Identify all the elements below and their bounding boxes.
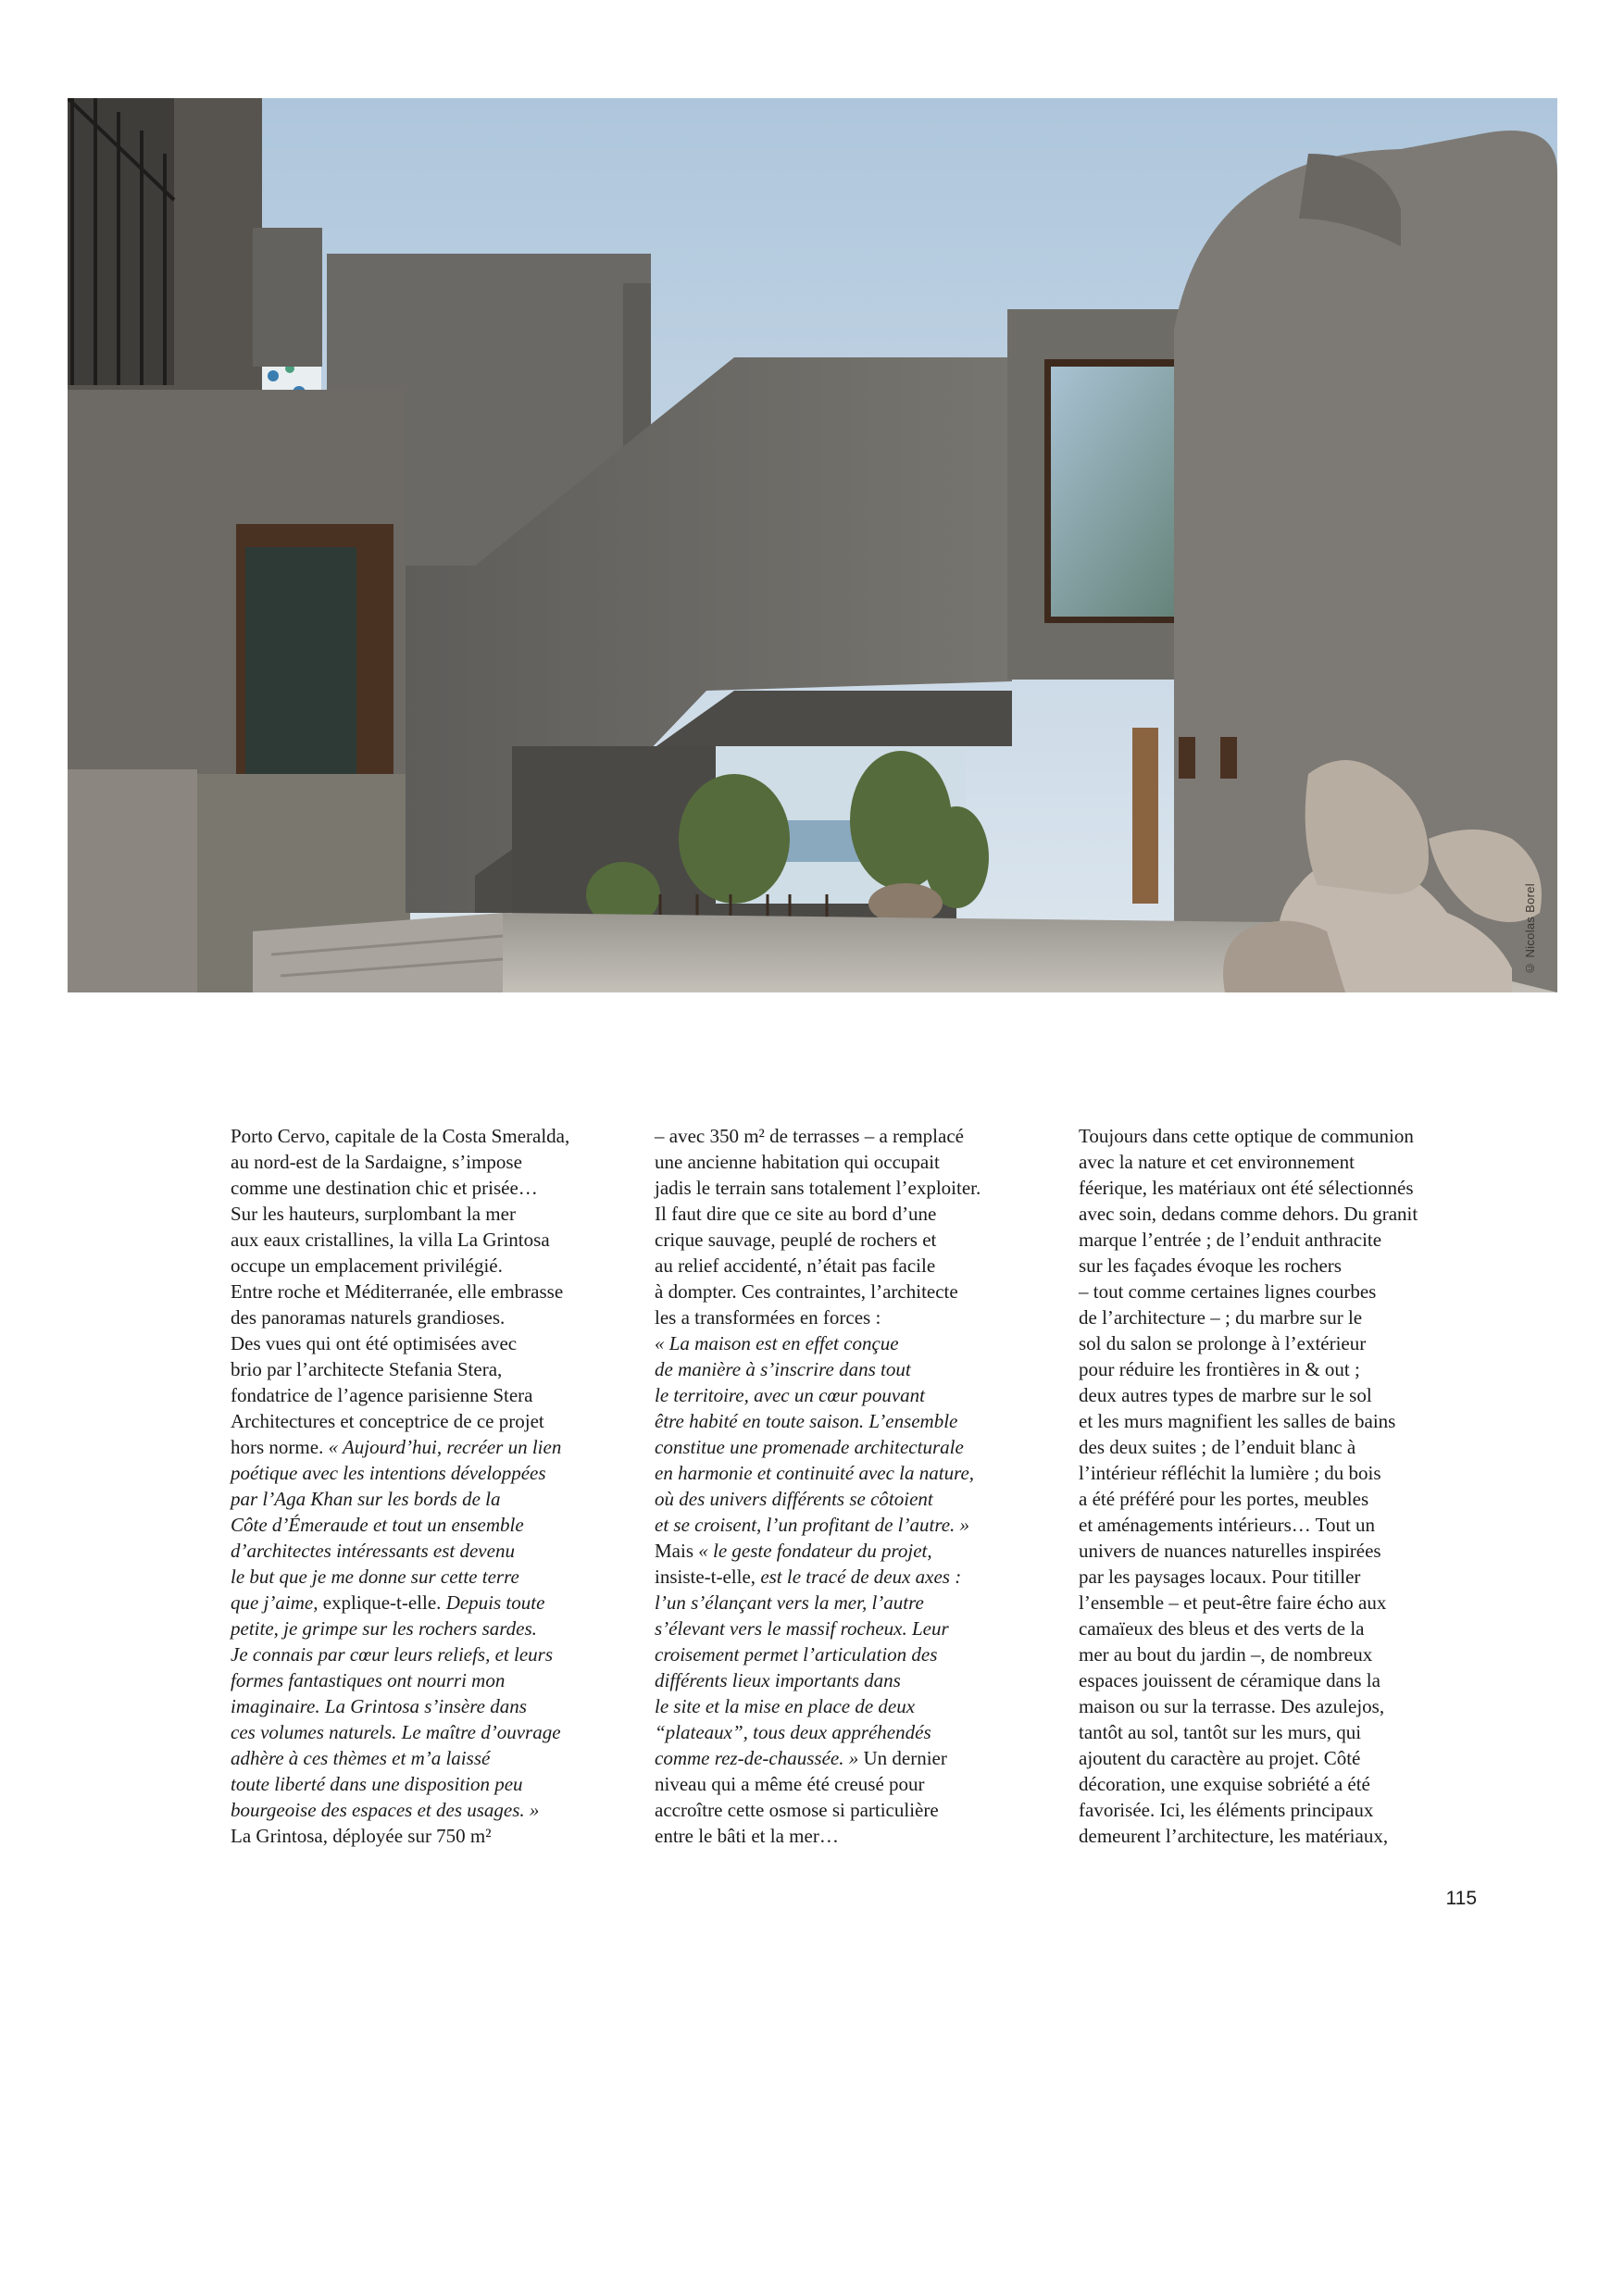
text-run: crique sauvage, peuplé de rochers et [655, 1229, 937, 1251]
text-line [655, 1823, 1043, 1849]
text-run: des deux suites ; de l’enduit blanc à [1079, 1436, 1356, 1458]
text-run: aux eaux cristallines, la villa La Grintosa [231, 1229, 550, 1251]
text-run: petite, je grimpe sur les rochers sardes. [231, 1617, 537, 1640]
text-line [655, 1460, 1043, 1486]
text-run: ces volumes naturels. Le maître d’ouvrage [231, 1721, 561, 1743]
text-line [231, 1667, 619, 1693]
text-run: à dompter. Ces contraintes, l’architecte [655, 1280, 958, 1303]
text-line [1079, 1590, 1468, 1616]
text-run: des panoramas naturels grandioses. [231, 1306, 506, 1329]
text-run: avec soin, dedans comme dehors. Du granit [1079, 1203, 1418, 1225]
text-line [655, 1408, 1043, 1434]
text-line [655, 1616, 1043, 1641]
article-column-1 [231, 1123, 619, 1849]
text-line [655, 1304, 1043, 1330]
text-line [1079, 1253, 1468, 1279]
text-run: pour réduire les frontières in & out ; [1079, 1358, 1360, 1380]
text-line [1079, 1797, 1468, 1823]
text-run: Toujours dans cette optique de communion [1079, 1125, 1414, 1147]
text-run: jadis le terrain sans totalement l’exploiter. [655, 1177, 981, 1199]
article-column-3 [1079, 1123, 1468, 1849]
text-run: explique-t-elle. [318, 1591, 446, 1614]
text-run: avec la nature et cet environnement [1079, 1151, 1355, 1173]
text-line [1079, 1356, 1468, 1382]
text-line [1079, 1616, 1468, 1641]
text-line [655, 1356, 1043, 1382]
text-line [1079, 1719, 1468, 1745]
text-line [655, 1175, 1043, 1201]
text-run: et aménagements intérieurs… Tout un [1079, 1514, 1376, 1536]
text-line [1079, 1201, 1468, 1227]
text-line [1079, 1538, 1468, 1564]
text-run: adhère à ces thèmes et m’a laissé [231, 1747, 491, 1769]
text-run: Depuis toute [445, 1591, 545, 1614]
text-run: ajoutent du caractère au projet. Côté [1079, 1747, 1361, 1769]
text-line [1079, 1486, 1468, 1512]
text-run: « le geste fondateur du projet, [698, 1540, 932, 1562]
text-run: accroître cette osmose si particulière [655, 1799, 939, 1821]
text-run: de manière à s’inscrire dans tout [655, 1358, 911, 1380]
text-run: Porto Cervo, capitale de la Costa Smeralda, [231, 1125, 570, 1147]
text-run: hors norme. [231, 1436, 329, 1458]
text-run: Architectures et conceptrice de ce projet [231, 1410, 544, 1432]
text-run: sur les façades évoque les rochers [1079, 1254, 1342, 1277]
text-run: “plateaux”, tous deux appréhendés [655, 1721, 931, 1743]
text-run: insiste-t-elle, [655, 1566, 761, 1588]
text-line [231, 1434, 619, 1460]
text-line [1079, 1227, 1468, 1253]
text-run: décoration, une exquise sobriété a été [1079, 1773, 1370, 1795]
text-line [1079, 1693, 1468, 1719]
text-line [231, 1382, 619, 1408]
text-run: différents lieux importants dans [655, 1669, 901, 1691]
text-run: niveau qui a même été creusé pour [655, 1773, 925, 1795]
text-run: les a transformées en forces : [655, 1306, 881, 1329]
text-line [231, 1719, 619, 1745]
text-run: « Aujourd’hui, recréer un lien [328, 1436, 562, 1458]
text-run: formes fantastiques ont nourri mon [231, 1669, 506, 1691]
text-run: et les murs magnifient les salles de bains [1079, 1410, 1396, 1432]
text-run: sol du salon se prolonge à l’extérieur [1079, 1332, 1367, 1354]
text-run: où des univers différents se côtoient [655, 1488, 933, 1510]
text-line [231, 1693, 619, 1719]
text-line [231, 1538, 619, 1564]
text-line [1079, 1771, 1468, 1797]
text-line [231, 1201, 619, 1227]
text-run: entre le bâti et la mer… [655, 1825, 839, 1847]
text-line [231, 1460, 619, 1486]
text-line [655, 1149, 1043, 1175]
text-run: croisement permet l’articulation des [655, 1643, 938, 1666]
text-line [231, 1745, 619, 1771]
text-line [231, 1641, 619, 1667]
text-run: s’élevant vers le massif rocheux. Leur [655, 1617, 949, 1640]
text-line [655, 1486, 1043, 1512]
text-line [231, 1356, 619, 1382]
text-run: au nord-est de la Sardaigne, s’impose [231, 1151, 522, 1173]
text-run: de l’architecture – ; du marbre sur le [1079, 1306, 1363, 1329]
text-line [1079, 1460, 1468, 1486]
text-line [1079, 1745, 1468, 1771]
text-run: mer au bout du jardin –, de nombreux [1079, 1643, 1373, 1666]
text-line [1079, 1123, 1468, 1149]
text-line [1079, 1382, 1468, 1408]
text-line [655, 1201, 1043, 1227]
text-run: être habité en toute saison. L’ensemble [655, 1410, 958, 1432]
text-line [655, 1123, 1043, 1149]
text-line [231, 1616, 619, 1641]
text-run: imaginaire. La Grintosa s’insère dans [231, 1695, 527, 1717]
text-run: est le tracé de deux axes : [760, 1566, 962, 1588]
text-line [231, 1486, 619, 1512]
text-line [1079, 1304, 1468, 1330]
text-run: – tout comme certaines lignes courbes [1079, 1280, 1377, 1303]
text-run: constitue une promenade architecturale [655, 1436, 964, 1458]
text-run: camaïeux des bleus et des verts de la [1079, 1617, 1365, 1640]
text-run: le territoire, avec un cœur pouvant [655, 1384, 925, 1406]
text-line [1079, 1434, 1468, 1460]
text-line [231, 1304, 619, 1330]
text-run: Il faut dire que ce site au bord d’une [655, 1203, 937, 1225]
text-run: comme une destination chic et prisée… [231, 1177, 538, 1199]
text-line [231, 1149, 619, 1175]
text-line [1079, 1641, 1468, 1667]
text-line [1079, 1408, 1468, 1434]
text-run: l’intérieur réfléchit la lumière ; du bois [1079, 1462, 1381, 1484]
text-run: Sur les hauteurs, surplombant la mer [231, 1203, 516, 1225]
text-run: demeurent l’architecture, les matériaux, [1079, 1825, 1389, 1847]
text-run: brio par l’architecte Stefania Stera, [231, 1358, 503, 1380]
text-line [231, 1279, 619, 1304]
text-line [1079, 1564, 1468, 1590]
text-run: Entre roche et Méditerranée, elle embrasse [231, 1280, 564, 1303]
text-line [655, 1253, 1043, 1279]
text-run: Des vues qui ont été optimisées avec [231, 1332, 518, 1354]
text-line [655, 1667, 1043, 1693]
text-run: a été préféré pour les portes, meubles [1079, 1488, 1369, 1510]
text-line [231, 1227, 619, 1253]
text-line [231, 1564, 619, 1590]
text-line [655, 1745, 1043, 1771]
text-run: occupe un emplacement privilégié. [231, 1254, 503, 1277]
text-run: Mais [655, 1540, 699, 1562]
text-run: toute liberté dans une disposition peu [231, 1773, 523, 1795]
text-run: tantôt au sol, tantôt sur les murs, qui [1079, 1721, 1362, 1743]
text-line [231, 1590, 619, 1616]
text-line [655, 1797, 1043, 1823]
text-run: univers de nuances naturelles inspirées [1079, 1540, 1381, 1562]
text-run: au relief accidenté, n’était pas facile [655, 1254, 936, 1277]
text-run: deux autres types de marbre sur le sol [1079, 1384, 1372, 1406]
text-run: bourgeoise des espaces et des usages. » [231, 1799, 540, 1821]
text-run: en harmonie et continuité avec la nature, [655, 1462, 975, 1484]
text-line [655, 1693, 1043, 1719]
text-line [231, 1408, 619, 1434]
text-run: marque l’entrée ; de l’enduit anthracite [1079, 1229, 1382, 1251]
text-line [231, 1512, 619, 1538]
text-line [655, 1382, 1043, 1408]
photo-credit: © Nicolas Borel [1523, 883, 1537, 976]
villa-courtyard-image [68, 98, 1557, 992]
text-run: l’ensemble – et peut-être faire écho aux [1079, 1591, 1387, 1614]
text-run: poétique avec les intentions développées [231, 1462, 546, 1484]
text-line [1079, 1512, 1468, 1538]
text-run: « La maison est en effet conçue [655, 1332, 899, 1354]
text-line [231, 1175, 619, 1201]
text-run: le but que je me donne sur cette terre [231, 1566, 519, 1588]
text-run: d’architectes intéressants est devenu [231, 1540, 515, 1562]
text-run: que j’aime, [231, 1591, 319, 1614]
text-line [231, 1330, 619, 1356]
text-run: espaces jouissent de céramique dans la [1079, 1669, 1380, 1691]
text-run: maison ou sur la terrasse. Des azulejos, [1079, 1695, 1385, 1717]
text-line [231, 1253, 619, 1279]
text-line [1079, 1149, 1468, 1175]
text-line [1079, 1330, 1468, 1356]
text-run: – avec 350 m² de terrasses – a remplacé [655, 1125, 964, 1147]
text-run: et se croisent, l’un profitant de l’autre. » [655, 1514, 970, 1536]
text-line [655, 1590, 1043, 1616]
text-line [231, 1797, 619, 1823]
text-line [655, 1771, 1043, 1797]
villa-photograph [68, 98, 1557, 992]
text-line [655, 1330, 1043, 1356]
text-run: comme rez-de-chaussée. » [655, 1747, 859, 1769]
text-run: l’un s’élançant vers la mer, l’autre [655, 1591, 924, 1614]
text-line [231, 1123, 619, 1149]
text-line [655, 1719, 1043, 1745]
text-run: une ancienne habitation qui occupait [655, 1151, 940, 1173]
text-line [655, 1512, 1043, 1538]
text-run: favorisée. Ici, les éléments principaux [1079, 1799, 1374, 1821]
text-run: féerique, les matériaux ont été sélectionnés [1079, 1177, 1414, 1199]
text-run: par l’Aga Khan sur les bords de la [231, 1488, 501, 1510]
text-line [655, 1227, 1043, 1253]
text-line [655, 1564, 1043, 1590]
text-line [655, 1538, 1043, 1564]
text-line [1079, 1667, 1468, 1693]
text-run: par les paysages locaux. Pour titiller [1079, 1566, 1361, 1588]
text-line [655, 1641, 1043, 1667]
text-run: La Grintosa, déployée sur 750 m² [231, 1825, 492, 1847]
text-run: Côte d’Émeraude et tout un ensemble [231, 1514, 524, 1536]
page-number: 115 [1445, 1888, 1477, 1909]
text-line [1079, 1823, 1468, 1849]
text-run: Un dernier [858, 1747, 947, 1769]
text-line [231, 1771, 619, 1797]
text-line [1079, 1279, 1468, 1304]
text-line [231, 1823, 619, 1849]
text-run: fondatrice de l’agence parisienne Stera [231, 1384, 533, 1406]
text-run: Je connais par cœur leurs reliefs, et leurs [231, 1643, 554, 1666]
text-run: le site et la mise en place de deux [655, 1695, 916, 1717]
article-column-2 [655, 1123, 1043, 1849]
text-line [655, 1434, 1043, 1460]
text-line [1079, 1175, 1468, 1201]
text-line [655, 1279, 1043, 1304]
